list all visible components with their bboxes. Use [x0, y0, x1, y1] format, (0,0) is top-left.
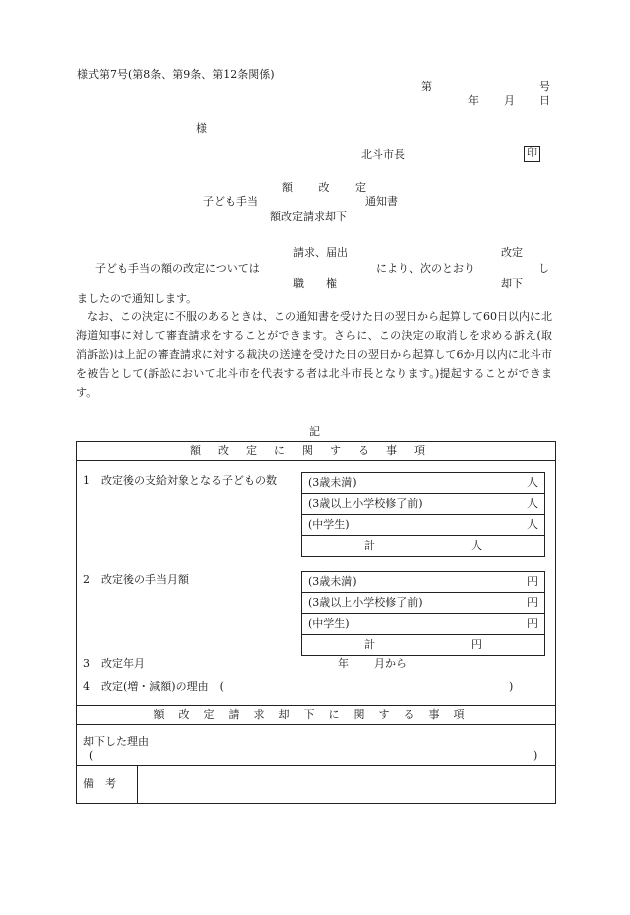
amount-total-label: 計 — [364, 638, 375, 651]
date-year: 年 — [468, 94, 479, 107]
children-row — [302, 515, 544, 536]
body-main-mid: により、次のとおり — [376, 262, 475, 275]
date-day: 日 — [539, 94, 550, 107]
addressee-suffix: 様 — [196, 122, 207, 135]
remarks-label: 備 考 — [83, 777, 116, 790]
amount-row-unit: 円 — [527, 575, 538, 588]
section1-header: 額改定に関する事項 — [190, 444, 442, 457]
amount-row-label: (3歳未満) — [308, 575, 357, 588]
rejection-open-paren: ( — [89, 749, 94, 762]
children-total-row — [302, 536, 544, 556]
children-row-unit: 人 — [527, 518, 538, 531]
divider — [77, 460, 555, 461]
option-reject: 却下 — [501, 277, 523, 290]
item1-label: 1 改定後の支給対象となる子どもの数 — [83, 474, 277, 487]
issuer-name: 北斗市長 — [361, 148, 405, 161]
title-line2-right: 通知書 — [365, 195, 398, 208]
option-ex-officio: 職 権 — [293, 277, 337, 290]
children-total-unit: 人 — [471, 539, 482, 552]
children-row-label: (中学生) — [308, 518, 350, 531]
item4-close: ) — [509, 680, 514, 693]
amount-row-label: (3歳以上小学校修了前) — [308, 596, 423, 609]
item3-month-from: 月から — [374, 657, 407, 670]
title-line1: 額 改 定 — [282, 181, 377, 194]
body-ending: ましたので通知します。 — [77, 292, 198, 305]
children-row — [302, 473, 544, 494]
section2-header: 額改定請求却下に関する事項 — [153, 708, 479, 721]
item4-label: 4 改定(増・減額)の理由 ( — [83, 680, 224, 693]
body-main-suffix: し — [538, 262, 549, 275]
body-main-prefix: 子ども手当の額の改定については — [95, 262, 260, 275]
divider — [77, 705, 555, 706]
divider — [77, 765, 555, 766]
children-row-unit: 人 — [527, 497, 538, 510]
amount-row-unit: 円 — [527, 596, 538, 609]
divider — [77, 724, 555, 725]
number-go: 号 — [539, 80, 550, 93]
remarks-divider — [137, 765, 138, 803]
title-line3: 額改定請求却下 — [270, 210, 347, 223]
item3-label: 3 改定年月 — [83, 657, 145, 670]
amount-total-unit: 円 — [471, 638, 482, 651]
option-revise: 改定 — [501, 246, 523, 259]
amount-row — [302, 593, 544, 614]
details-table — [76, 441, 556, 804]
children-row-label: (3歳未満) — [308, 476, 357, 489]
number-dai: 第 — [421, 80, 432, 93]
amount-row — [302, 572, 544, 593]
children-row-unit: 人 — [527, 476, 538, 489]
children-row-label: (3歳以上小学校修了前) — [308, 497, 423, 510]
children-total-label: 計 — [364, 539, 375, 552]
amount-row — [302, 614, 544, 635]
item2-label: 2 改定後の手当月額 — [83, 573, 189, 586]
title-line2-left: 子ども手当 — [203, 195, 258, 208]
form-number: 様式第7号(第8条、第9条、第12条関係) — [77, 68, 275, 81]
amount-row-label: (中学生) — [308, 617, 350, 630]
option-request-notification: 請求、届出 — [293, 246, 348, 259]
date-month: 月 — [504, 94, 515, 107]
item3-year: 年 — [338, 657, 349, 670]
children-count-box — [301, 472, 545, 557]
appeal-notice: なお、この決定に不服のあるときは、この通知書を受けた日の翌日から起算して60日以内に北海道知事に対して審査請求をすることができます。さらに、この決定の取消しを求める訴え(取消訴訟)は上記の審査請求に対する裁決の送達を受けた日の翌日から起算して6か月以内に北斗市を被告として(訴訟において北斗市を代表する者は北斗市長となります。)提起することができます。 — [76, 310, 552, 399]
ki-heading: 記 — [309, 425, 320, 438]
rejection-close-paren: ) — [533, 749, 538, 762]
rejection-reason-label: 却下した理由 — [83, 735, 149, 748]
amount-total-row — [302, 635, 544, 655]
amount-row-unit: 円 — [527, 617, 538, 630]
children-row — [302, 494, 544, 515]
seal-stamp: 印 — [524, 146, 540, 162]
monthly-amount-box — [301, 571, 545, 656]
